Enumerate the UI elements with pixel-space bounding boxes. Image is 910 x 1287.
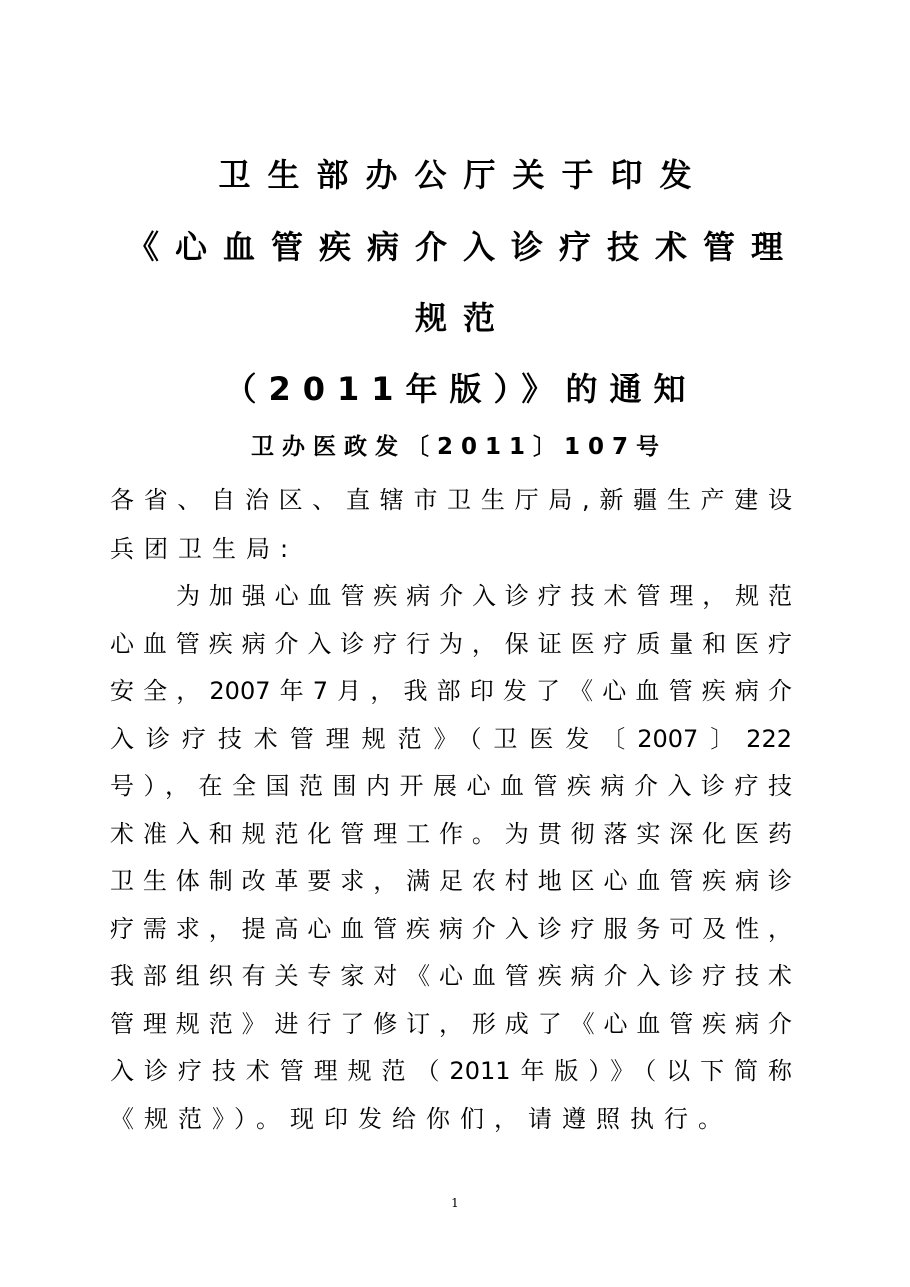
paragraph-line-3: 安全，2007年7月，我部印发了《心血管疾病介 bbox=[110, 677, 792, 705]
title-line-4: （2011年版）》的通知 bbox=[224, 370, 698, 408]
paragraph-line-10: 管理规范》进行了修订，形成了《心血管疾病介 bbox=[110, 1010, 792, 1038]
title-line-2: 《心血管疾病介入诊疗技术管理 bbox=[126, 228, 799, 266]
salutation-line-1: 各省、自治区、直辖市卫生厅局,新疆生产建设 bbox=[110, 486, 792, 514]
paragraph-line-11: 入诊疗技术管理规范（2011年版）》（以下简称 bbox=[110, 1057, 792, 1085]
document-number: 卫办医政发〔2011〕107号 bbox=[250, 434, 668, 460]
salutation-line-2: 兵团卫生局: bbox=[110, 535, 299, 563]
title-line-3: 规范 bbox=[414, 299, 511, 337]
page-number: 1 bbox=[451, 1196, 459, 1210]
paragraph-line-9: 我部组织有关专家对《心血管疾病介入诊疗技术 bbox=[110, 962, 792, 990]
paragraph-line-4: 入诊疗技术管理规范》（卫医发〔2007〕222 bbox=[110, 725, 792, 753]
paragraph-line-1: 为加强心血管疾病介入诊疗技术管理，规范 bbox=[176, 582, 792, 610]
paragraph-line-6: 术准入和规范化管理工作。为贯彻落实深化医药 bbox=[110, 820, 792, 848]
paragraph-line-12: 《规范》）。现印发给你们，请遵照执行。 bbox=[110, 1105, 732, 1133]
paragraph-line-7: 卫生体制改革要求，满足农村地区心血管疾病诊 bbox=[110, 867, 792, 895]
title-line-1: 卫生部办公厅关于印发 bbox=[218, 156, 709, 194]
paragraph-line-5: 号），在全国范围内开展心血管疾病介入诊疗技 bbox=[110, 772, 792, 800]
paragraph-line-8: 疗需求，提高心血管疾病介入诊疗服务可及性， bbox=[110, 915, 792, 943]
paragraph-line-2: 心血管疾病介入诊疗行为，保证医疗质量和医疗 bbox=[110, 630, 792, 658]
